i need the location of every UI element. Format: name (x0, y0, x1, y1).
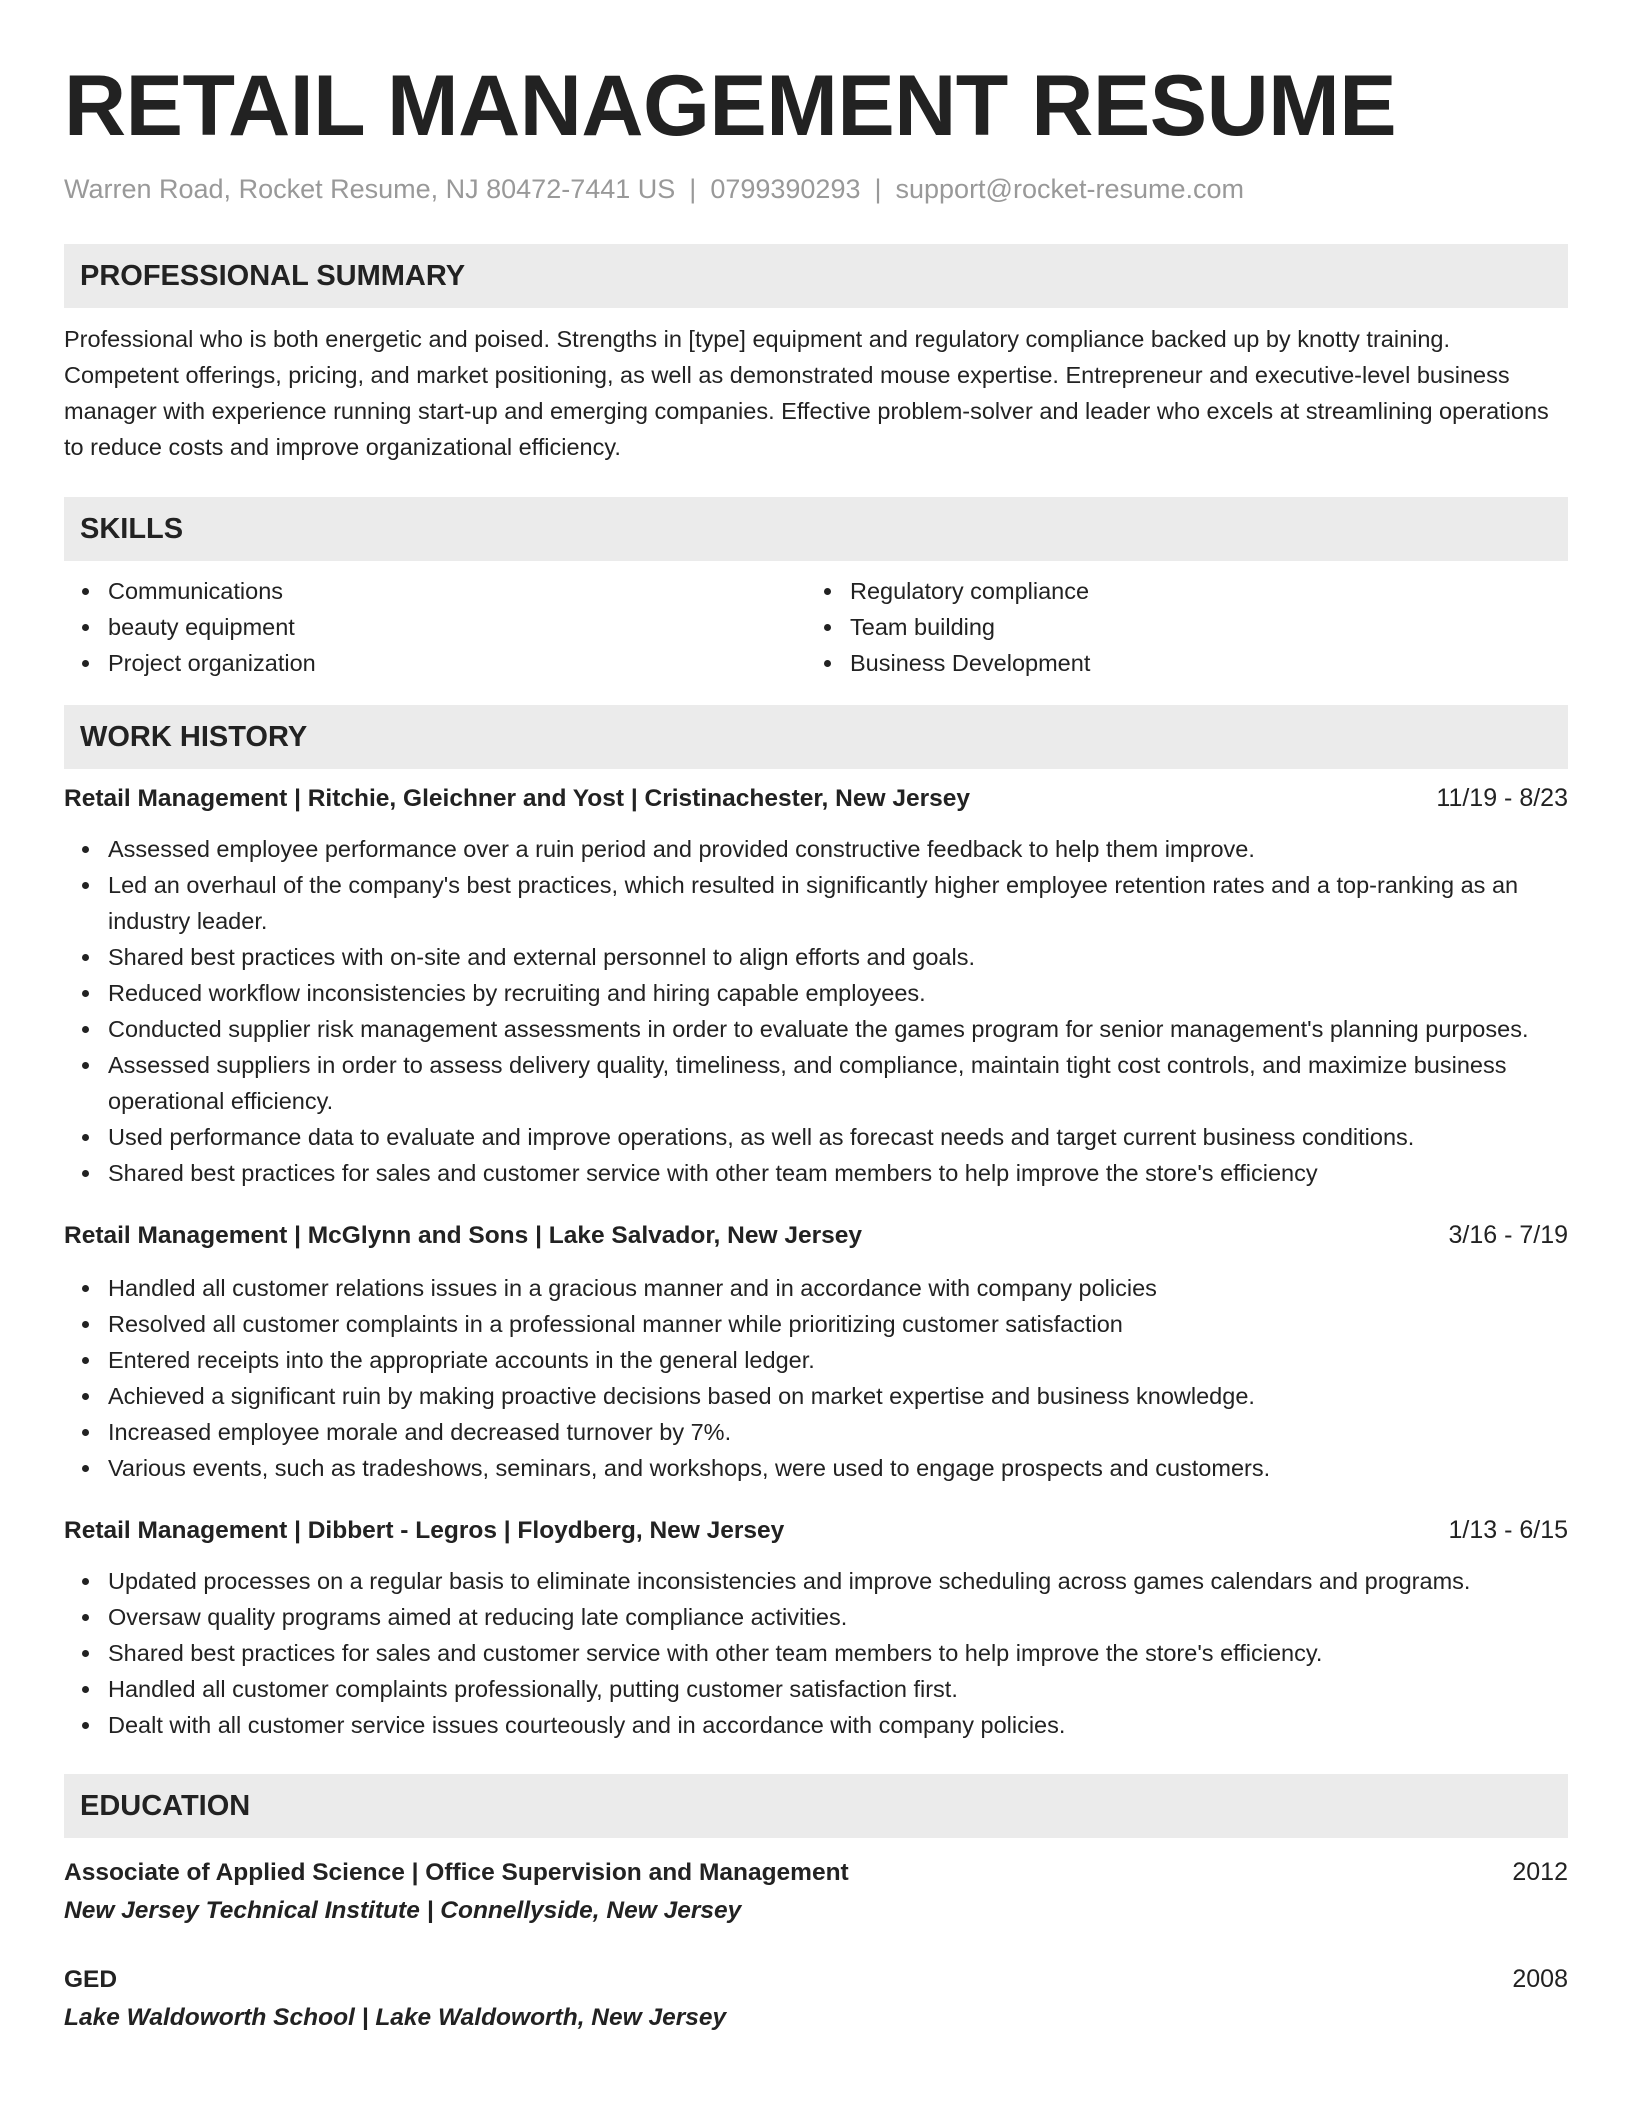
education-header (64, 1962, 1568, 1997)
job-bullets (64, 1270, 1568, 1486)
education-school: New Jersey Technical Institute | Connellyside, New Jersey (64, 1897, 742, 1924)
section-header-work: WORK HISTORY (64, 705, 1568, 769)
contact-line (64, 172, 1568, 206)
job-dates: 3/16 - 7/19 (1448, 1221, 1568, 1249)
skill-item: Communications (64, 573, 806, 609)
section-header-skills: SKILLS (64, 497, 1568, 561)
job-bullet: Handled all customer relations issues in a gracious manner and in accordance with company policies (64, 1270, 1568, 1306)
job-bullet: Led an overhaul of the company's best practices, which resulted in significantly higher employee retention rates and a top-ranking as an industry leader. (64, 867, 1568, 939)
job-header (64, 1513, 1568, 1548)
resume-page (64, 58, 1568, 2035)
job-title: Retail Management | Ritchie, Gleichner and Yost | Cristinachester, New Jersey (64, 785, 971, 812)
skills-column-left (64, 573, 806, 681)
contact-address: Warren Road, Rocket Resume, NJ 80472-7441 US (64, 174, 676, 204)
job-bullet: Entered receipts into the appropriate accounts in the general ledger. (64, 1342, 1568, 1378)
education-school: Lake Waldoworth School | Lake Waldoworth, New Jersey (64, 2004, 727, 2031)
job-title: Retail Management | McGlynn and Sons | Lake Salvador, New Jersey (64, 1222, 862, 1249)
job-bullet: Reduced workflow inconsistencies by recruiting and hiring capable employees. (64, 975, 1568, 1011)
job-header (64, 781, 1568, 816)
education-header (64, 1855, 1568, 1890)
section-header-summary: PROFESSIONAL SUMMARY (64, 244, 1568, 308)
job-dates: 11/19 - 8/23 (1436, 784, 1568, 812)
education-year: 2012 (1512, 1858, 1568, 1886)
education-degree: GED (64, 1966, 118, 1993)
job-bullet: Assessed employee performance over a ruin period and provided constructive feedback to help them improve. (64, 831, 1568, 867)
job-entry (64, 1218, 1568, 1486)
job-bullets (64, 1563, 1568, 1743)
skill-item: Team building (806, 609, 1548, 645)
job-bullet: Oversaw quality programs aimed at reducing late compliance activities. (64, 1599, 1568, 1635)
job-bullets (64, 831, 1568, 1191)
job-bullet: Conducted supplier risk management assessments in order to evaluate the games program for senior management's planning purposes. (64, 1011, 1568, 1047)
section-header-education: EDUCATION (64, 1774, 1568, 1838)
job-title: Retail Management | Dibbert - Legros | Floydberg, New Jersey (64, 1517, 785, 1544)
skill-item: Project organization (64, 645, 806, 681)
education-degree: Associate of Applied Science | Office Supervision and Management (64, 1859, 849, 1886)
job-bullet: Updated processes on a regular basis to eliminate inconsistencies and improve scheduling across games calendars and programs. (64, 1563, 1568, 1599)
job-bullet: Achieved a significant ruin by making proactive decisions based on market expertise and business knowledge. (64, 1378, 1568, 1414)
job-bullet: Dealt with all customer service issues courteously and in accordance with company policies. (64, 1707, 1568, 1743)
job-bullet: Various events, such as tradeshows, seminars, and workshops, were used to engage prospects and customers. (64, 1450, 1568, 1486)
skill-item: beauty equipment (64, 609, 806, 645)
job-header (64, 1218, 1568, 1253)
contact-separator: | (874, 174, 882, 204)
contact-separator: | (689, 174, 697, 204)
job-bullet: Shared best practices with on-site and external personnel to align efforts and goals. (64, 939, 1568, 975)
education-year: 2008 (1512, 1965, 1568, 1993)
skill-item: Regulatory compliance (806, 573, 1548, 609)
job-bullet: Resolved all customer complaints in a professional manner while prioritizing customer satisfaction (64, 1306, 1568, 1342)
summary-text: Professional who is both energetic and poised. Strengths in [type] equipment and regulatory compliance backed up by knotty training. Competent offerings, pricing, and market positioning, as well as demonstrated mouse expertise. Entrepreneur and executive-level business manager with experience running start-up and emerging companies. Effective problem-solver and leader who excels at streamlining operations to reduce costs and improve organizational efficiency. (64, 326, 1549, 460)
job-bullet: Handled all customer complaints professionally, putting customer satisfaction first. (64, 1671, 1568, 1707)
job-bullet: Assessed suppliers in order to assess delivery quality, timeliness, and compliance, maintain tight cost controls, and maximize business operational efficiency. (64, 1047, 1568, 1119)
education-entry (64, 1962, 1568, 2035)
job-entry (64, 781, 1568, 1191)
skills-column-right (806, 573, 1548, 681)
contact-phone: 0799390293 (710, 174, 861, 204)
skill-item: Business Development (806, 645, 1548, 681)
skills-grid (64, 573, 1568, 681)
job-bullet: Shared best practices for sales and customer service with other team members to help improve the store's efficiency. (64, 1635, 1568, 1671)
job-bullet: Shared best practices for sales and customer service with other team members to help improve the store's efficiency (64, 1155, 1568, 1191)
job-bullet: Used performance data to evaluate and improve operations, as well as forecast needs and target current business conditions. (64, 1119, 1568, 1155)
contact-email: support@rocket-resume.com (895, 174, 1245, 204)
resume-title: RETAIL MANAGEMENT RESUME (64, 58, 1397, 154)
education-entry (64, 1855, 1568, 1928)
job-bullet: Increased employee morale and decreased turnover by 7%. (64, 1414, 1568, 1450)
job-entry (64, 1513, 1568, 1743)
job-dates: 1/13 - 6/15 (1448, 1516, 1568, 1544)
